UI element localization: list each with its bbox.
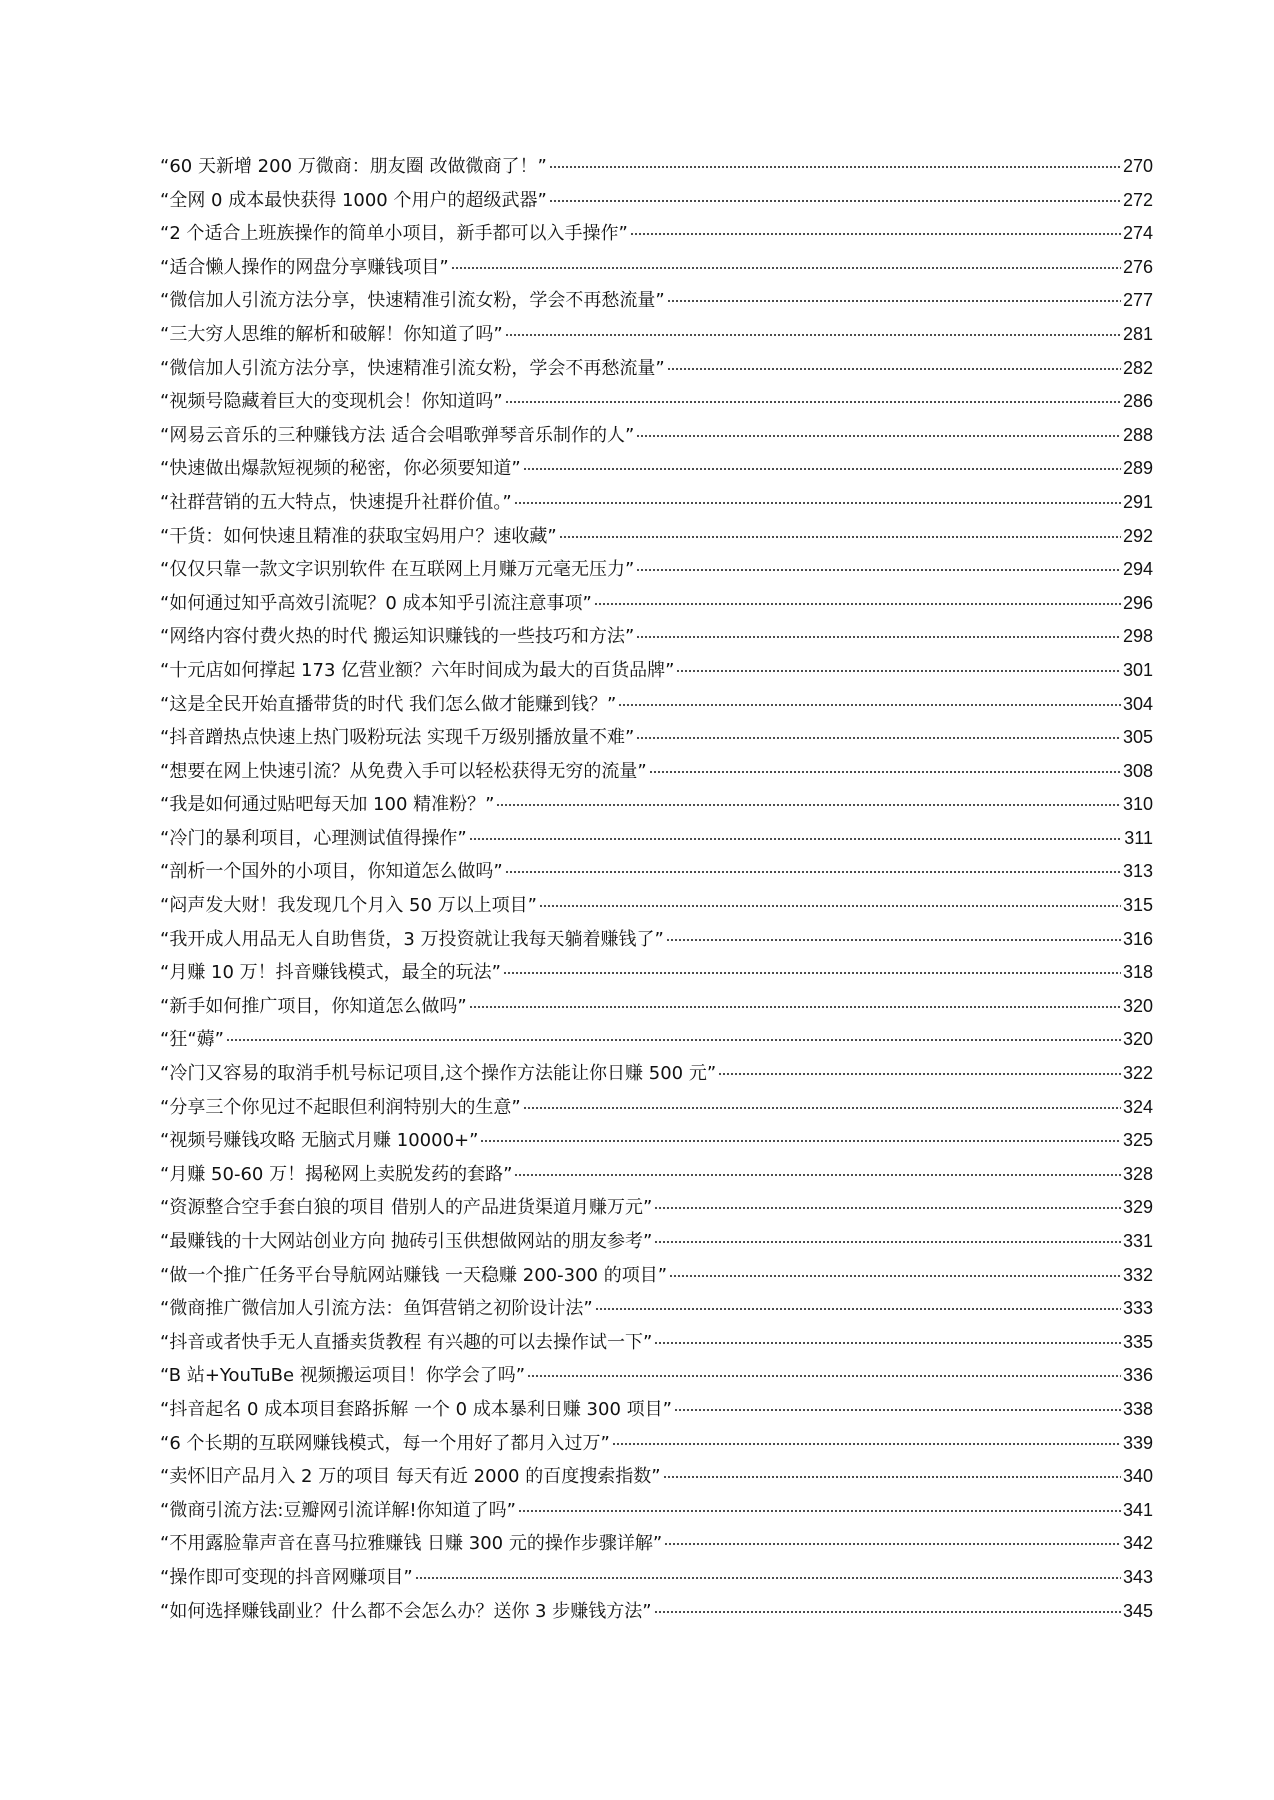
toc-entry[interactable]	[160, 654, 1153, 688]
toc-dot-leader	[667, 299, 1121, 303]
toc-entry[interactable]	[160, 419, 1153, 453]
toc-entry-page-number: 345	[1122, 1600, 1153, 1621]
toc-dot-leader	[505, 870, 1121, 874]
toc-entry[interactable]	[160, 956, 1153, 990]
toc-entry-title: “网易云音乐的三种赚钱方法 适合会唱歌弹琴音乐制作的人”	[160, 424, 635, 446]
toc-entry-page-number: 339	[1122, 1432, 1153, 1453]
toc-entry-page-number: 331	[1122, 1231, 1153, 1251]
toc-entry[interactable]	[160, 1091, 1153, 1125]
toc-entry-title: “微信加人引流方法分享，快速精准引流女粉，学会不再愁流量”	[160, 357, 665, 379]
toc-entry-page-number: 340	[1122, 1466, 1153, 1487]
toc-entry-title: “新手如何推广项目，你知道怎么做吗”	[160, 995, 467, 1017]
toc-entry[interactable]	[160, 1057, 1153, 1091]
toc-entry-page-number: 316	[1122, 928, 1153, 949]
toc-entry-title: “月赚 50-60 万！揭秘网上卖脱发药的套路”	[160, 1163, 513, 1185]
toc-entry-title: “快速做出爆款短视频的秘密，你必须要知道”	[160, 458, 521, 480]
toc-entry-title: “冷门的暴利项目，心理测试值得操作”	[160, 827, 467, 849]
toc-entry-title: “视频号赚钱攻略 无脑式月赚 10000+”	[160, 1130, 479, 1152]
toc-entry[interactable]	[160, 755, 1153, 789]
toc-dot-leader	[595, 1307, 1121, 1311]
toc-entry-title: “狂“薅”	[160, 1029, 224, 1051]
toc-entry-page-number: 270	[1122, 156, 1153, 176]
toc-entry-page-number: 328	[1122, 1163, 1153, 1184]
toc-entry-title: “资源整合空手套白狼的项目 借别人的产品进货渠道月赚万元”	[160, 1197, 653, 1219]
toc-dot-leader	[415, 1576, 1121, 1580]
toc-entry[interactable]	[160, 1561, 1153, 1595]
toc-entry[interactable]	[160, 1225, 1153, 1259]
toc-entry-title: “闷声发大财！我发现几个月入 50 万以上项目”	[160, 895, 537, 917]
toc-entry-page-number: 335	[1122, 1331, 1153, 1352]
toc-entry-page-number: 305	[1122, 727, 1153, 748]
toc-entry-title: “6 个长期的互联网赚钱模式，每一个用好了都月入过万”	[160, 1432, 610, 1454]
toc-entry-page-number: 325	[1122, 1130, 1153, 1151]
toc-dot-leader	[654, 1240, 1121, 1244]
toc-entry-page-number: 338	[1122, 1398, 1153, 1419]
toc-dot-leader	[636, 434, 1121, 438]
toc-entry-page-number: 296	[1122, 592, 1153, 613]
toc-entry-page-number: 272	[1122, 189, 1153, 210]
toc-entry-page-number: 332	[1122, 1264, 1153, 1285]
toc-entry-title: “十元店如何撑起 173 亿营业额？六年时间成为最大的百货品牌”	[160, 659, 675, 681]
toc-entry[interactable]	[160, 822, 1153, 856]
toc-entry-page-number: 333	[1122, 1298, 1153, 1319]
toc-entry-page-number: 282	[1122, 357, 1153, 378]
toc-entry-page-number: 310	[1122, 794, 1153, 815]
toc-entry-title: “抖音或者快手无人直播卖货教程 有兴趣的可以去操作试一下”	[160, 1331, 653, 1353]
toc-entry-page-number: 291	[1122, 491, 1153, 512]
toc-dot-leader	[667, 367, 1121, 371]
toc-entry-title: “微信加人引流方法分享，快速精准引流女粉，学会不再愁流量”	[160, 290, 665, 312]
toc-dot-leader	[523, 1106, 1121, 1110]
toc-entry-page-number: 329	[1122, 1197, 1153, 1218]
toc-entry[interactable]	[160, 1460, 1153, 1494]
toc-dot-leader	[226, 1038, 1121, 1042]
toc-entry-title: “做一个推广任务平台导航网站赚钱 一天稳赚 200-300 的项目”	[160, 1264, 668, 1286]
toc-entry-page-number: 301	[1122, 659, 1153, 680]
toc-entry-page-number: 343	[1122, 1566, 1153, 1587]
toc-entry[interactable]	[160, 352, 1153, 386]
toc-entry[interactable]	[160, 721, 1153, 755]
toc-entry[interactable]	[160, 1191, 1153, 1225]
toc-entry[interactable]	[160, 587, 1153, 621]
toc-entry[interactable]	[160, 520, 1153, 554]
toc-entry-title: “我是如何通过贴吧每天加 100 精准粉？”	[160, 794, 495, 816]
toc-entry-title: “抖音起名 0 成本项目套路拆解 一个 0 成本暴利日赚 300 项目”	[160, 1398, 672, 1420]
toc-entry-title: “B 站+YouTuBe 视频搬运项目！你学会了吗”	[160, 1365, 526, 1387]
toc-entry-page-number: 289	[1122, 458, 1153, 479]
toc-entry-title: “分享三个你见过不起眼但利润特别大的生意”	[160, 1096, 521, 1118]
toc-entry-page-number: 322	[1122, 1063, 1153, 1084]
toc-entry-page-number: 298	[1122, 626, 1153, 647]
toc-dot-leader	[676, 669, 1121, 673]
toc-dot-leader	[549, 165, 1121, 169]
toc-entry-title: “卖怀旧产品月入 2 万的项目 每天有近 2000 的百度搜索指数”	[160, 1466, 661, 1488]
toc-entry-page-number: 318	[1122, 962, 1153, 983]
toc-entry-page-number: 313	[1122, 861, 1153, 882]
toc-entry-title: “微商引流方法:豆瓣网引流详解!你知道了吗”	[160, 1499, 516, 1521]
toc-entry[interactable]	[160, 150, 1153, 184]
toc-dot-leader	[480, 1139, 1121, 1143]
toc-entry[interactable]	[160, 990, 1153, 1024]
toc-entry[interactable]	[160, 620, 1153, 654]
toc-entry-page-number: 292	[1122, 525, 1153, 546]
toc-entry-page-number: 336	[1122, 1365, 1153, 1386]
toc-dot-leader	[469, 837, 1123, 841]
toc-dot-leader	[654, 1341, 1121, 1345]
toc-entry-page-number: 341	[1122, 1499, 1153, 1520]
toc-dot-leader	[663, 1475, 1121, 1479]
toc-entry[interactable]	[160, 1259, 1153, 1293]
toc-dot-leader	[718, 1072, 1121, 1076]
toc-entry-title: “操作即可变现的抖音网赚项目”	[160, 1566, 413, 1588]
toc-entry-page-number: 342	[1122, 1533, 1153, 1554]
toc-dot-leader	[669, 1274, 1121, 1278]
toc-entry-title: “月赚 10 万！抖音赚钱模式，最全的玩法”	[160, 962, 501, 984]
toc-entry-title: “如何通过知乎高效引流呢？0 成本知乎引流注意事项”	[160, 592, 592, 614]
toc-dot-leader	[496, 803, 1121, 807]
toc-entry-page-number: 304	[1122, 693, 1153, 714]
toc-entry-title: “2 个适合上班族操作的简单小项目，新手都可以入手操作”	[160, 223, 628, 245]
toc-entry-title: “我开成人用品无人自助售货，3 万投资就让我每天躺着赚钱了”	[160, 928, 664, 950]
toc-entry-title: “社群营销的五大特点，快速提升社群价值。”	[160, 491, 512, 513]
toc-entry-title: “抖音蹭热点快速上热门吸粉玩法 实现千万级别播放量不难”	[160, 727, 635, 749]
toc-entry-title: “干货：如何快速且精准的获取宝妈用户？速收藏”	[160, 525, 557, 547]
toc-entry[interactable]	[160, 251, 1153, 285]
toc-entry[interactable]	[160, 1393, 1153, 1427]
toc-entry-title: “这是全民开始直播带货的时代 我们怎么做才能赚到钱？”	[160, 693, 617, 715]
toc-entry[interactable]	[160, 486, 1153, 520]
toc-entry-title: “最赚钱的十大网站创业方向 抛砖引玉供想做网站的朋友参考”	[160, 1231, 653, 1252]
toc-dot-leader	[636, 736, 1121, 740]
toc-dot-leader	[649, 770, 1121, 774]
toc-entry-page-number: 276	[1122, 256, 1153, 277]
toc-entry-title: “60 天新增 200 万微商：朋友圈 改做微商了！”	[160, 156, 547, 177]
toc-dot-leader	[469, 1005, 1121, 1009]
toc-entry-page-number: 308	[1122, 760, 1153, 781]
toc-dot-leader	[505, 333, 1121, 337]
toc-entry-title: “适合懒人操作的网盘分享赚钱项目”	[160, 256, 449, 278]
toc-entry[interactable]	[160, 688, 1153, 722]
toc-dot-leader	[674, 1408, 1121, 1412]
toc-entry-title: “剖析一个国外的小项目，你知道怎么做吗”	[160, 861, 503, 883]
toc-dot-leader	[618, 703, 1121, 707]
toc-dot-leader	[654, 1610, 1121, 1614]
toc-dot-leader	[664, 1542, 1121, 1546]
toc-entry-title: “如何选择赚钱副业？什么都不会怎么办？送你 3 步赚钱方法”	[160, 1600, 652, 1622]
toc-entry-page-number: 281	[1122, 323, 1153, 344]
toc-entry[interactable]	[160, 1359, 1153, 1393]
toc-dot-leader	[451, 266, 1121, 270]
toc-dot-leader	[523, 467, 1121, 471]
toc-entry-title: “三大穷人思维的解析和破解！你知道了吗”	[160, 323, 503, 345]
toc-entry-page-number: 320	[1122, 995, 1153, 1016]
toc-entry[interactable]	[160, 855, 1153, 889]
toc-entry[interactable]	[160, 452, 1153, 486]
toc-dot-leader	[636, 635, 1121, 639]
toc-entry[interactable]	[160, 1595, 1153, 1629]
toc-dot-leader	[666, 938, 1121, 942]
toc-dot-leader	[594, 602, 1121, 606]
toc-dot-leader	[559, 535, 1121, 539]
toc-dot-leader	[505, 400, 1121, 404]
toc-entry-title: “微商推广微信加人引流方法：鱼饵营销之初阶设计法”	[160, 1298, 593, 1320]
toc-entry-page-number: 277	[1122, 290, 1153, 311]
toc-entry-title: “不用露脸靠声音在喜马拉雅赚钱 日赚 300 元的操作步骤详解”	[160, 1533, 663, 1555]
toc-entry-page-number: 286	[1122, 391, 1153, 412]
toc-entry[interactable]	[160, 553, 1153, 587]
toc-entry[interactable]	[160, 1326, 1153, 1360]
toc-entry[interactable]	[160, 1494, 1153, 1528]
toc-entry-page-number: 320	[1122, 1029, 1153, 1050]
toc-entry-title: “冷门又容易的取消手机号标记项目,这个操作方法能让你日赚 500 元”	[160, 1063, 717, 1085]
toc-dot-leader	[518, 1509, 1121, 1513]
toc-entry[interactable]	[160, 923, 1153, 957]
toc-entry-page-number: 294	[1122, 559, 1153, 580]
toc-dot-leader	[527, 1374, 1121, 1378]
toc-dot-leader	[612, 1442, 1121, 1446]
toc-entry[interactable]	[160, 1527, 1153, 1561]
toc-entry-page-number: 274	[1122, 223, 1153, 244]
toc-entry[interactable]	[160, 1427, 1153, 1461]
toc-dot-leader	[636, 568, 1121, 572]
toc-entry-page-number: 288	[1122, 424, 1153, 445]
toc-entry[interactable]	[160, 1124, 1153, 1158]
toc-entry[interactable]	[160, 184, 1153, 218]
toc-entry[interactable]	[160, 1158, 1153, 1192]
toc-entry[interactable]	[160, 1292, 1153, 1326]
toc-entry-title: “视频号隐藏着巨大的变现机会！你知道吗”	[160, 391, 503, 413]
toc-entry-page-number: 311	[1124, 827, 1153, 848]
toc-entry[interactable]	[160, 788, 1153, 822]
toc-dot-leader	[630, 232, 1121, 236]
toc-entry-title: “想要在网上快速引流？从免费入手可以轻松获得无穷的流量”	[160, 760, 647, 782]
toc-dot-leader	[549, 199, 1121, 203]
toc-entry-title: “全网 0 成本最快获得 1000 个用户的超级武器”	[160, 189, 547, 211]
toc-dot-leader	[514, 501, 1121, 505]
toc-dot-leader	[514, 1173, 1121, 1177]
toc-entry[interactable]	[160, 385, 1153, 419]
table-of-contents	[160, 150, 1153, 1628]
toc-entry[interactable]	[160, 889, 1153, 923]
toc-dot-leader	[654, 1206, 1121, 1210]
toc-entry[interactable]	[160, 217, 1153, 251]
toc-entry-page-number: 324	[1122, 1096, 1153, 1117]
toc-entry-title: “仅仅只靠一款文字识别软件 在互联网上月赚万元毫无压力”	[160, 559, 635, 581]
toc-entry[interactable]	[160, 318, 1153, 352]
toc-entry[interactable]	[160, 1023, 1153, 1057]
toc-dot-leader	[503, 971, 1121, 975]
toc-entry[interactable]	[160, 284, 1153, 318]
toc-entry-page-number: 315	[1122, 895, 1153, 916]
toc-dot-leader	[539, 904, 1121, 908]
toc-entry-title: “网络内容付费火热的时代 搬运知识赚钱的一些技巧和方法”	[160, 626, 635, 648]
